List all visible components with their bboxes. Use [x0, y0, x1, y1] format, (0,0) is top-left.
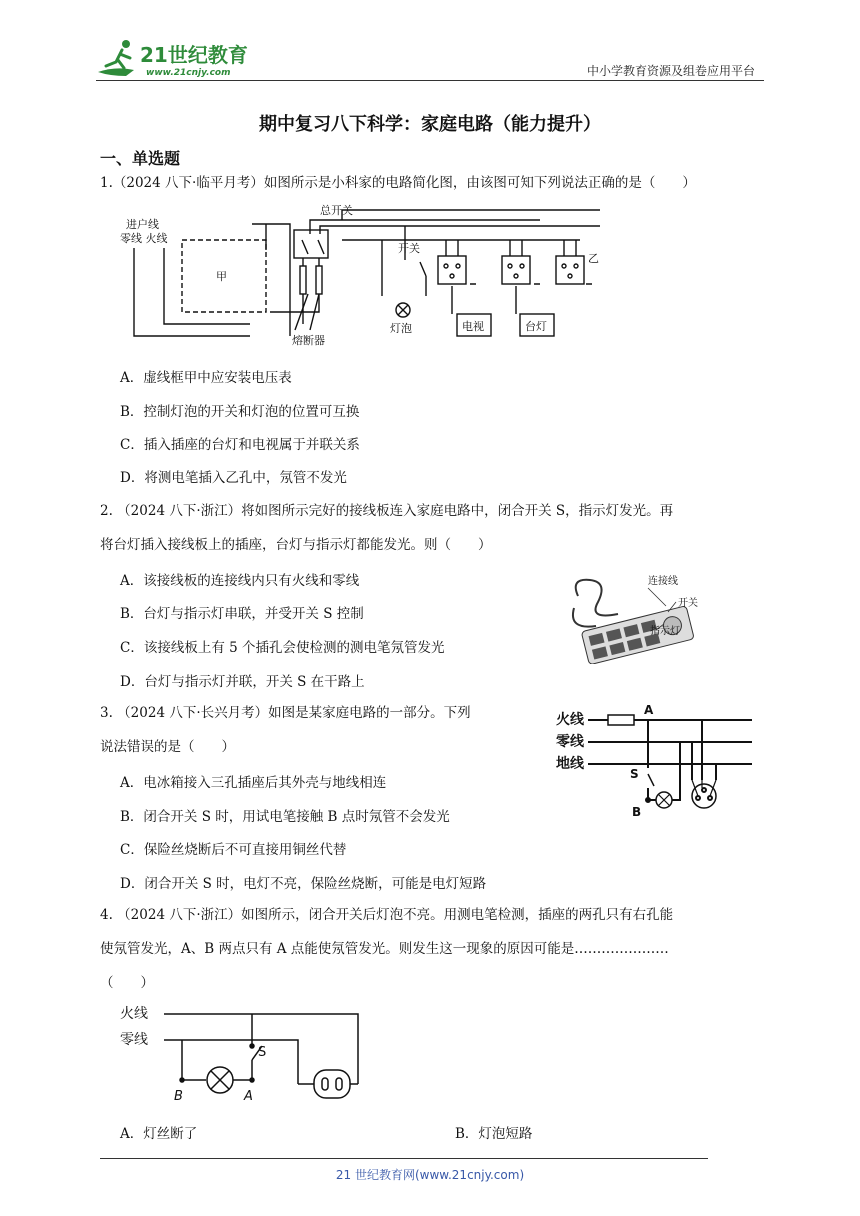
logo	[96, 36, 266, 80]
fig1-bulb-label: 灯泡	[390, 322, 412, 335]
page-title: 期中复习八下科学：家庭电路（能力提升）	[259, 114, 601, 135]
fig4-switch-s: S	[258, 1045, 267, 1060]
fig2-indicator-label: 指示灯	[650, 626, 680, 637]
fig1-fuse-label: 熔断器	[292, 334, 325, 347]
fig1-wire-labels: 零线 火线	[120, 232, 168, 245]
fig3-point-a: A	[644, 703, 654, 717]
q1-option-a: A．虚线框甲中应安装电压表	[120, 370, 292, 386]
q3-stem-line-2: 说法错误的是（ ）	[100, 739, 235, 755]
footer-divider	[100, 1158, 708, 1159]
q3-option-b: B．闭合开关 S 时，用试电笔接触 B 点时氖管不会发光	[120, 809, 450, 825]
q2-figure	[568, 568, 708, 668]
q3-stem-line-1: 3. （2024 八下·长兴月考）如图是某家庭电路的一部分。下列	[100, 705, 471, 721]
q1-stem: 1.（2024 八下·临平月考）如图所示是小科家的电路简化图，由该图可知下列说法正确的是（ ）	[100, 175, 696, 191]
fig1-socket-b-label: 乙	[588, 252, 599, 265]
q4-stem-line-3: （ ）	[100, 975, 154, 991]
fig4-point-b: B	[174, 1089, 183, 1104]
q2-option-d: D．台灯与指示灯并联，开关 S 在干路上	[120, 674, 365, 690]
q1-figure	[120, 200, 610, 354]
fig1-inlet-label: 进户线	[126, 218, 159, 231]
q2-stem-line-1: 2. （2024 八下·浙江）将如图所示完好的接线板连入家庭电路中，闭合开关 S，指示灯发光。再	[100, 503, 674, 519]
fig4-neutral-label: 零线	[120, 1032, 148, 1048]
q2-option-a: A．该接线板的连接线内只有火线和零线	[120, 573, 360, 589]
logo-url: www.21cnjy.com	[146, 68, 231, 78]
fig1-lamp-label: 台灯	[525, 320, 547, 333]
fig3-switch-s: S	[630, 767, 639, 781]
fig1-tv-label: 电视	[462, 320, 484, 333]
q3-option-d: D．闭合开关 S 时，电灯不亮，保险丝烧断，可能是电灯短路	[120, 876, 487, 892]
fig3-point-b: B	[632, 805, 642, 819]
q4-stem-line-1: 4. （2024 八下·浙江）如图所示，闭合开关后灯泡不亮。用测电笔检测，插座的两孔只有右孔能	[100, 907, 674, 923]
q4-option-b: B．灯泡短路	[455, 1126, 533, 1142]
q1-option-c: C．插入插座的台灯和电视属于并联关系	[120, 437, 360, 453]
q1-option-b: B．控制灯泡的开关和灯泡的位置可互换	[120, 404, 360, 420]
fig3-ground-label: 地线	[556, 756, 584, 772]
section-heading: 一、单选题	[100, 149, 181, 168]
q2-stem-line-2: 将台灯插入接线板上的插座，台灯与指示灯都能发光。则（ ）	[100, 537, 492, 553]
q4-figure	[118, 1000, 368, 1116]
fig3-live-label: 火线	[556, 712, 584, 728]
fig4-live-label: 火线	[120, 1006, 148, 1022]
logo-text: 21世纪教育	[140, 43, 248, 67]
platform-name: 中小学教育资源及组卷应用平台	[586, 64, 755, 78]
fig1-box-label: 甲	[216, 270, 227, 283]
q3-option-c: C．保险丝烧断后不可直接用铜丝代替	[120, 842, 347, 858]
fig4-point-a: A	[244, 1089, 253, 1104]
fig2-switch-label: 开关	[678, 598, 698, 609]
fig3-neutral-label: 零线	[556, 734, 584, 750]
header-divider	[96, 80, 764, 81]
q3-option-a: A．电冰箱接入三孔插座后其外壳与地线相连	[120, 775, 387, 791]
fig1-main-switch-label: 总开关	[320, 204, 353, 217]
q4-option-a: A．灯丝断了	[120, 1126, 198, 1142]
q2-option-b: B．台灯与指示灯串联，并受开关 S 控制	[120, 606, 364, 622]
fig1-switch-label: 开关	[398, 242, 420, 255]
footer-link[interactable]: 21 世纪教育网(www.21cnjy.com)	[335, 1168, 525, 1182]
q3-figure	[552, 700, 762, 828]
q2-option-c: C．该接线板上有 5 个插孔会使检测的测电笔氖管发光	[120, 640, 445, 656]
fig2-cord-label: 连接线	[648, 576, 678, 587]
q4-stem-line-2: 使氖管发光，A、B 两点只有 A 点能使氖管发光。则发生这一现象的原因可能是…………………	[100, 941, 669, 957]
q1-option-d: D．将测电笔插入乙孔中，氖管不发光	[120, 470, 347, 486]
